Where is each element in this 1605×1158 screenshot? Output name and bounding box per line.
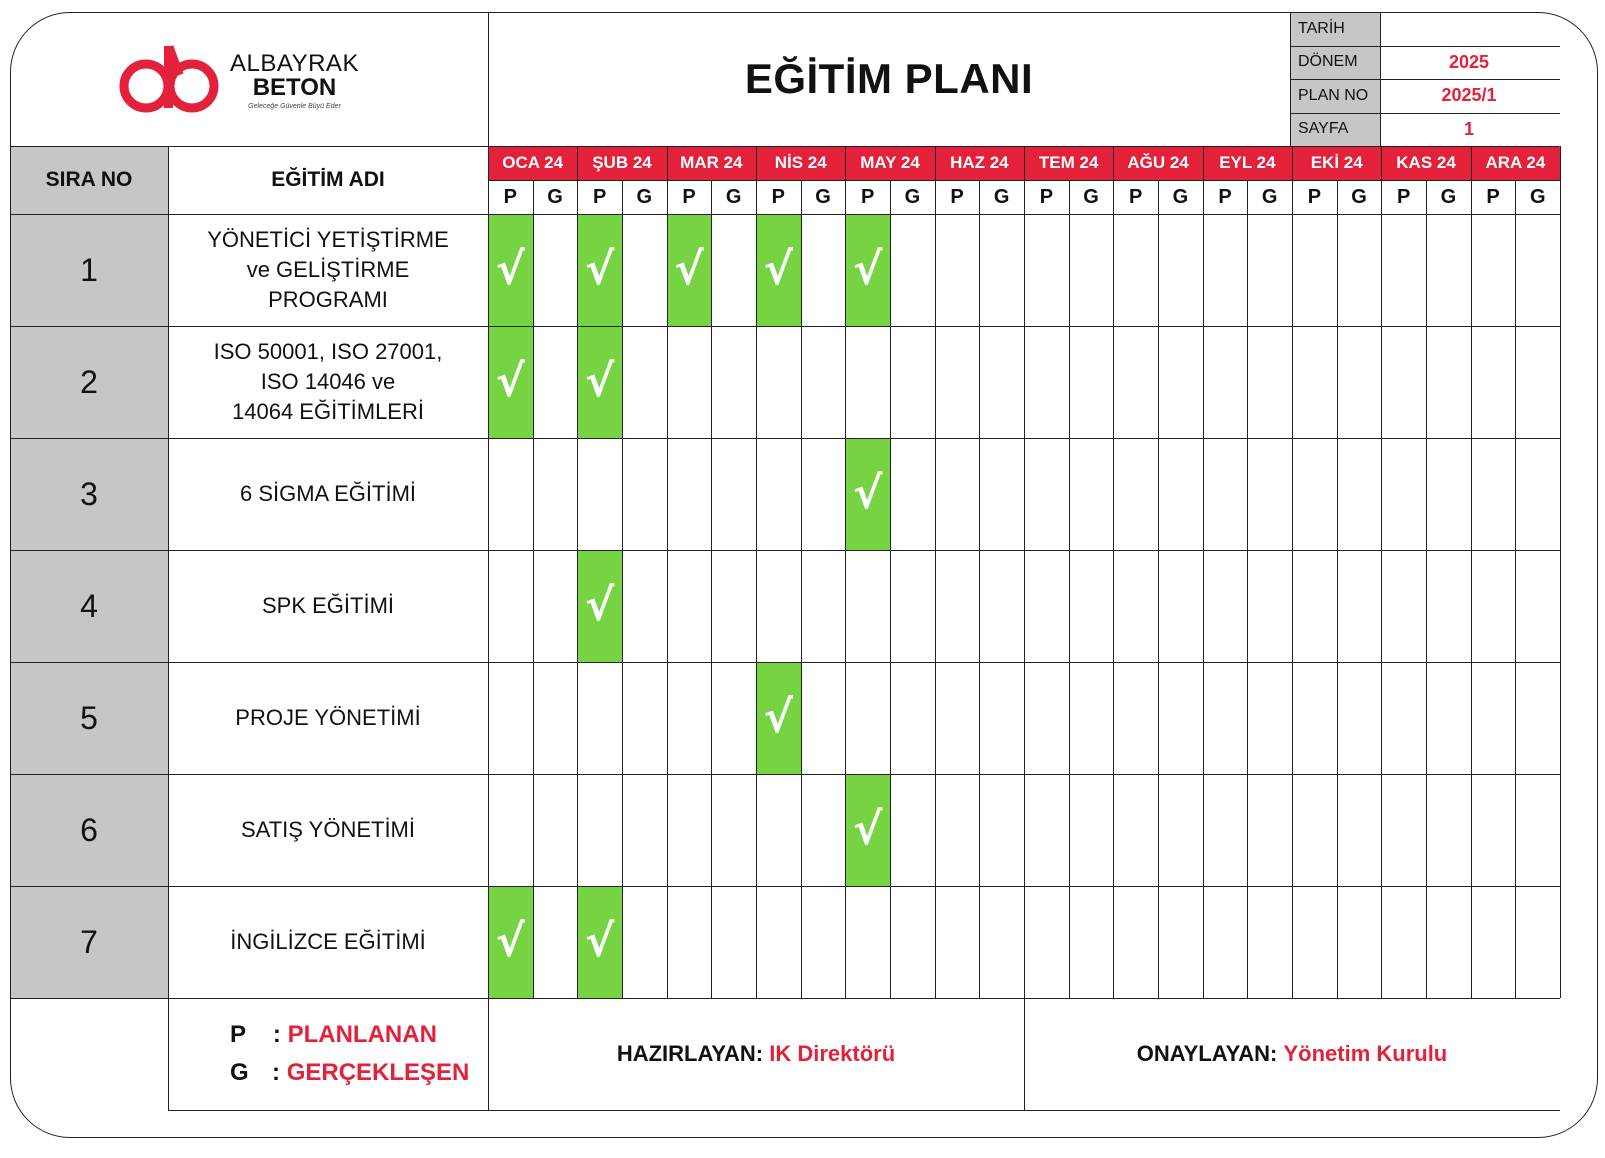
prepared-value: IK Direktörü — [769, 1041, 896, 1066]
check-icon: √ — [763, 692, 794, 743]
grid-vline — [1024, 146, 1025, 998]
planned-cell — [577, 214, 622, 326]
grid-vline — [1069, 180, 1070, 998]
approved-by — [1024, 998, 1560, 1110]
check-icon: √ — [584, 356, 615, 407]
month-header: EKİ 24 — [1292, 146, 1381, 180]
check-icon: √ — [674, 244, 704, 295]
check-icon: √ — [853, 804, 883, 855]
grid-vline — [1024, 998, 1025, 1110]
meta-label-1: DÖNEM — [1290, 46, 1380, 80]
grid-hline — [10, 214, 1560, 215]
col-header-egitim-adi: EĞİTİM ADI — [271, 168, 385, 191]
legend-p-sep: : — [272, 1021, 281, 1048]
p-column-header: P — [682, 185, 696, 208]
training-name: PROJE YÖNETİMİ — [235, 705, 421, 730]
grid-vline — [1515, 180, 1516, 998]
grid-vline — [935, 146, 936, 998]
check-icon: √ — [763, 244, 794, 295]
month-header: ŞUB 24 — [577, 146, 666, 180]
grid-hline — [10, 886, 1560, 887]
legend-p-value: PLANLANAN — [287, 1021, 437, 1048]
legend-p-key: P — [230, 1021, 246, 1048]
g-column-header: G — [1351, 185, 1367, 208]
grid-vline — [488, 12, 489, 1110]
training-name: YÖNETİCİ YETİŞTİRME ve GELİŞTİRME PROGRAMI — [207, 227, 449, 312]
g-column-header: G — [993, 185, 1010, 208]
grid-vline — [1471, 146, 1472, 998]
grid-vline — [1560, 146, 1561, 998]
g-column-header: G — [1529, 185, 1546, 208]
row-number: 1 — [10, 214, 168, 326]
planned-cell — [488, 214, 533, 326]
approved-value: Yönetim Kurulu — [1283, 1041, 1448, 1066]
month-header: HAZ 24 — [935, 146, 1024, 180]
grid-hline — [1290, 46, 1560, 47]
planned-cell — [845, 214, 890, 326]
planned-cell — [577, 326, 622, 438]
meta-value-1: 2025 — [1448, 51, 1490, 72]
grid-hline — [10, 438, 1560, 439]
grid-vline — [1380, 12, 1381, 146]
legend — [168, 998, 488, 1110]
grid-vline — [1337, 180, 1338, 998]
g-column-header: G — [1440, 185, 1457, 208]
grid-vline — [1113, 146, 1114, 998]
grid-vline — [711, 180, 712, 998]
grid-vline — [1247, 180, 1248, 998]
row-number: 4 — [10, 550, 168, 662]
p-column-header: P — [1307, 185, 1322, 208]
g-column-header: G — [1261, 185, 1278, 208]
g-column-header: G — [547, 185, 563, 208]
row-number: 5 — [10, 662, 168, 774]
grid-vline — [1426, 180, 1427, 998]
grid-vline — [577, 146, 578, 998]
meta-label-2: PLAN NO — [1290, 79, 1380, 113]
training-plan-sheet — [10, 12, 1600, 1140]
p-column-header: P — [861, 185, 875, 208]
grid-vline — [667, 146, 668, 998]
row-number: 7 — [10, 886, 168, 998]
grid-hline — [1290, 113, 1560, 114]
training-name: ISO 50001, ISO 27001, ISO 14046 ve 14064 EĞİTİMLERİ — [213, 339, 443, 424]
legend-planned — [230, 1016, 437, 1054]
logo-line1: ALBAYRAK — [230, 50, 359, 77]
check-icon: √ — [853, 244, 883, 295]
approved-label: ONAYLAYAN: — [1136, 1041, 1278, 1066]
check-icon: √ — [584, 244, 615, 295]
legend-g-key: G — [230, 1059, 249, 1086]
grid-vline — [1381, 146, 1382, 998]
page-title: EĞİTİM PLANI — [744, 55, 1034, 102]
check-icon: √ — [495, 244, 525, 295]
meta-value-0 — [1380, 12, 1558, 46]
logo — [118, 40, 368, 120]
meta-label-3: SAYFA — [1290, 113, 1380, 147]
grid-hline — [168, 1110, 1560, 1111]
training-name: İNGİLİZCE EĞİTİMİ — [230, 929, 426, 954]
g-column-header: G — [1172, 185, 1189, 208]
month-header: ARA 24 — [1471, 146, 1560, 180]
col-header-sira-no: SIRA NO — [10, 146, 168, 214]
meta-value-2: 2025/1 — [1441, 85, 1497, 106]
grid-vline — [756, 146, 757, 998]
meta-value-3: 1 — [1463, 118, 1474, 139]
training-name: 6 SİGMA EĞİTİMİ — [239, 481, 417, 506]
grid-vline — [801, 180, 802, 998]
prepared-label: HAZIRLAYAN: — [616, 1041, 764, 1066]
legend-g-value: GERÇEKLEŞEN — [286, 1059, 470, 1086]
grid-vline — [845, 146, 846, 998]
month-header: MAY 24 — [845, 146, 934, 180]
logo-line2: BETON — [252, 74, 337, 101]
grid-vline — [890, 180, 891, 998]
p-column-header: P — [503, 185, 517, 208]
grid-vline — [1203, 146, 1204, 998]
g-column-header: G — [815, 185, 831, 208]
g-column-header: G — [725, 185, 742, 208]
month-header: MAR 24 — [667, 146, 756, 180]
g-column-header: G — [904, 185, 921, 208]
month-header: NİS 24 — [756, 146, 845, 180]
planned-cell — [577, 886, 622, 998]
month-header: TEM 24 — [1024, 146, 1113, 180]
planned-cell — [756, 214, 801, 326]
grid-vline — [622, 180, 623, 998]
grid-hline — [1290, 79, 1560, 80]
albayrak-logo-icon — [118, 42, 222, 118]
row-number: 3 — [10, 438, 168, 550]
month-header: OCA 24 — [488, 146, 577, 180]
p-column-header: P — [1218, 185, 1232, 208]
grid-hline — [10, 550, 1560, 551]
grid-vline — [1158, 180, 1159, 998]
grid-hline — [10, 998, 1560, 999]
planned-cell — [756, 662, 801, 774]
month-header: KAS 24 — [1381, 146, 1470, 180]
planned-cell — [488, 326, 533, 438]
row-number: 2 — [10, 326, 168, 438]
grid-vline — [1290, 12, 1291, 146]
check-icon: √ — [584, 916, 615, 967]
planned-cell — [845, 774, 890, 886]
legend-g-sep: : — [272, 1059, 281, 1086]
month-header: EYL 24 — [1203, 146, 1292, 180]
month-header: AĞU 24 — [1113, 146, 1202, 180]
p-column-header: P — [950, 185, 964, 208]
prepared-by — [488, 998, 1024, 1110]
g-column-header: G — [1083, 185, 1099, 208]
training-name: SPK EĞİTİMİ — [261, 593, 395, 618]
grid-vline — [168, 146, 169, 1110]
check-icon: √ — [584, 580, 615, 631]
planned-cell — [845, 438, 890, 550]
grid-hline — [10, 662, 1560, 663]
row-number: 6 — [10, 774, 168, 886]
p-column-header: P — [592, 185, 607, 208]
grid-vline — [979, 180, 980, 998]
p-column-header: P — [1039, 185, 1054, 208]
grid-hline — [10, 774, 1560, 775]
check-icon: √ — [495, 916, 525, 967]
grid-vline — [1292, 146, 1293, 998]
training-name: SATIŞ YÖNETİMİ — [241, 817, 415, 842]
p-column-header: P — [1486, 185, 1500, 208]
p-column-header: P — [771, 185, 786, 208]
p-column-header: P — [1397, 185, 1411, 208]
grid-hline — [10, 326, 1560, 327]
grid-hline — [10, 146, 488, 147]
check-icon: √ — [495, 356, 525, 407]
p-column-header: P — [1129, 185, 1143, 208]
planned-cell — [667, 214, 712, 326]
grid-vline — [533, 180, 534, 998]
planned-cell — [488, 886, 533, 998]
g-column-header: G — [636, 185, 653, 208]
logo-tagline: Geleceğe Güvenle Büyü Eder — [248, 103, 341, 110]
check-icon: √ — [853, 468, 883, 519]
planned-cell — [577, 550, 622, 662]
meta-label-0: TARİH — [1290, 12, 1380, 46]
legend-realized — [230, 1054, 469, 1092]
